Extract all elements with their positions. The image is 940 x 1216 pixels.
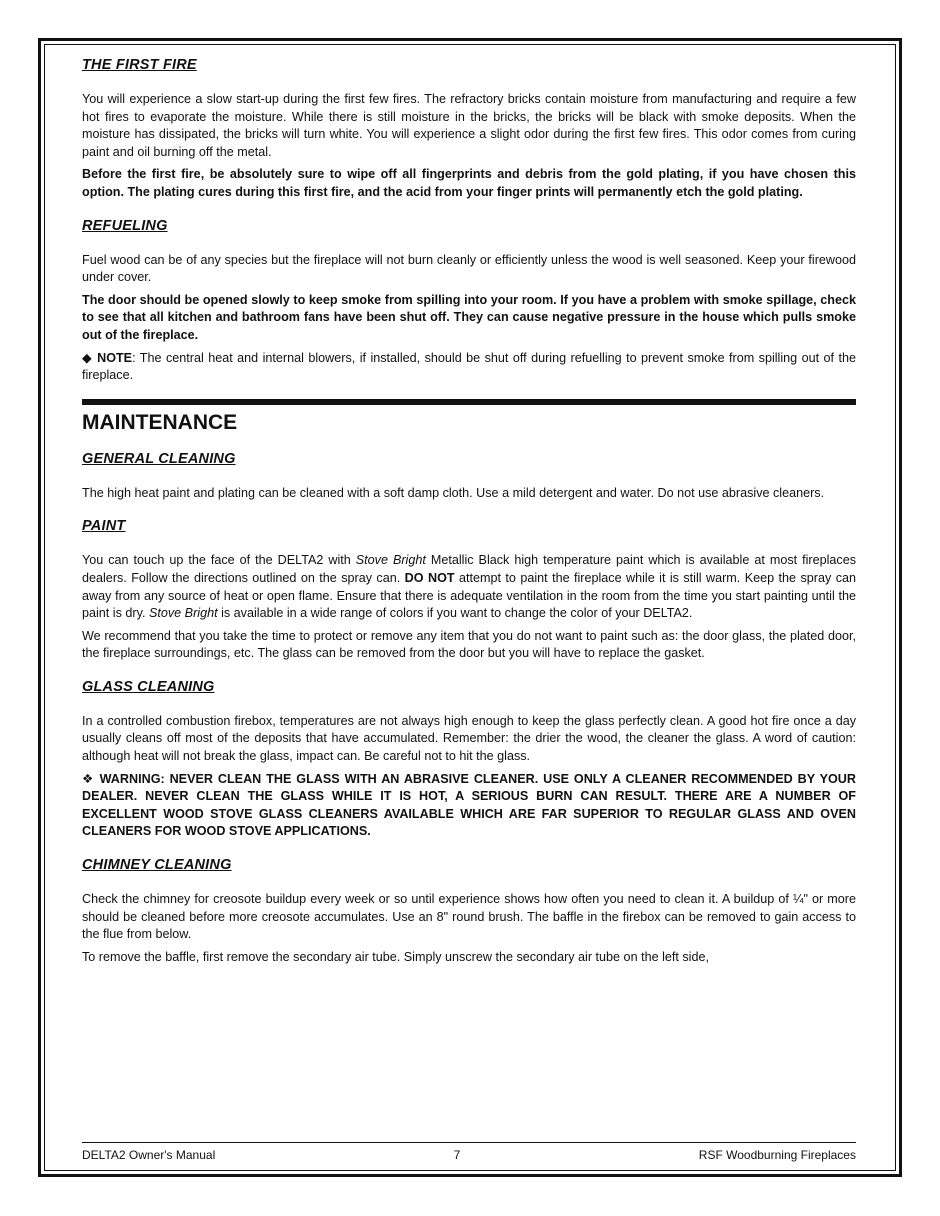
footer-divider xyxy=(82,1142,856,1143)
page-footer xyxy=(82,1146,856,1164)
first-fire-warning: Before the first fire, be absolutely sure to wipe off all fingerprints and debris from the gold plating, if you have chosen this option. The plating cures during this first fire, and the acid from your finger prints will permanently etch the gold plating. xyxy=(82,167,856,199)
note-label: NOTE xyxy=(97,350,133,365)
paint-paragraph xyxy=(82,552,856,622)
note-text: : The central heat and internal blowers, if installed, should be shut off during refuelling to prevent smoke from spilling out of the fireplace. xyxy=(82,350,857,383)
glass-cleaning-paragraph: In a controlled combustion firebox, temperatures are not always high enough to keep the glass perfectly clean. A good hot fire once a day usually cleans off most of the deposits that have accumulated. Remember: the drier the wood, the cleaner the glass. A word of caution: although heat will not break the glass, impact can. Be careful not to hit the glass. xyxy=(82,713,856,764)
paint-text-1: You can touch up the face of the DELTA2 with xyxy=(82,553,356,568)
heading-first-fire: THE FIRST FIRE xyxy=(82,57,197,73)
heading-chimney-cleaning: CHIMNEY CLEANING xyxy=(82,857,232,874)
first-fire-paragraph: You will experience a slow start-up during the first few fires. The refractory bricks contain moisture from manufacturing and require a few hot fires to evaporate the moisture. While there is still moisture in the bricks, the bricks will be black with smoke deposits. When the moisture has dissipated, the bricks will turn white. You will experience a slight odor during the first few fires. This odor comes from curing paint and oil burning off the metal. xyxy=(82,92,856,159)
page-content xyxy=(82,56,856,971)
heading-maintenance: MAINTENANCE xyxy=(82,410,238,434)
note-bullet-icon: ◆ xyxy=(82,350,98,365)
refueling-note xyxy=(82,350,856,385)
chimney-cleaning-paragraph: Check the chimney for creosote buildup every week or so until experience shows how often you need to clean it. A buildup of ¼" or more should be cleaned before more creosote accumulates. Use an 8" round brush. The baffle in the firebox can be removed to gain access to the flue from below. xyxy=(82,892,856,942)
paint-protect-paragraph: We recommend that you take the time to protect or remove any item that you do not want to paint such as: the door glass, the plated door, the fireplace surroundings, etc. The glass can be removed from the door but you will have to replace the gasket. xyxy=(82,628,856,661)
chimney-baffle-paragraph: To remove the baffle, first remove the secondary air tube. Simply unscrew the secondary air tube on the left side, xyxy=(82,949,709,964)
heading-refueling: REFUELING xyxy=(82,217,168,234)
refueling-door-warning: The door should be opened slowly to keep smoke from spilling into your room. If you have a problem with smoke spillage, check to see that all kitchen and bathroom fans have been shut off. They can cause negative pressure in the house which pulls smoke out of the fireplace. xyxy=(82,292,856,342)
paint-text-2: Metallic Black high temperature paint which is available at most fireplaces dealers. Follow the directions outlined on the spray can. xyxy=(82,553,857,585)
heading-paint: PAINT xyxy=(82,518,126,535)
paint-brand-2: Stove Bright xyxy=(148,606,218,621)
footer-manual-title: DELTA2 Owner's Manual xyxy=(82,1148,216,1162)
paint-brand: Stove Bright xyxy=(355,553,426,568)
heading-glass-cleaning: GLASS CLEANING xyxy=(82,678,215,695)
general-cleaning-paragraph: The high heat paint and plating can be cleaned with a soft damp cloth. Use a mild detergent and water. Do not use abrasive cleaners. xyxy=(82,485,825,500)
paint-text-3: attempt to paint the fireplace while it is still warm. Keep the spray can away from any source of heat or open flame. Ensure that there is adequate ventilation in the room from the time you start painting until the paint is dry. xyxy=(82,570,856,621)
paint-text-4: is available in a wide range of colors if you want to change the color of your DELTA2. xyxy=(217,606,693,621)
refueling-paragraph: Fuel wood can be of any species but the fireplace will not burn cleanly or efficiently unless the wood is well seasoned. Keep your firewood under cover. xyxy=(82,252,856,285)
paint-do-not: DO NOT xyxy=(404,570,455,585)
footer-company: RSF Woodburning Fireplaces xyxy=(698,1148,856,1162)
section-divider xyxy=(82,399,856,405)
glass-cleaning-warning: ❖ WARNING: NEVER CLEAN THE GLASS WITH AN ABRASIVE CLEANER. USE ONLY A CLEANER RECOMMENDED BY YOUR DEALER. NEVER CLEAN THE GLASS WHILE IT IS HOT, A SERIOUS BURN CAN RESULT. THERE ARE A NUMBER OF EXCELLENT WOOD STOVE GLASS CLEANERS AVAILABLE WHICH ARE FAR SUPERIOR TO REGULAR GLASS AND OVEN CLEANERS FOR WOOD STOVE APPLICATIONS. xyxy=(82,771,856,839)
footer-page-number: 7 xyxy=(453,1148,461,1162)
heading-general-cleaning: GENERAL CLEANING xyxy=(82,450,236,467)
